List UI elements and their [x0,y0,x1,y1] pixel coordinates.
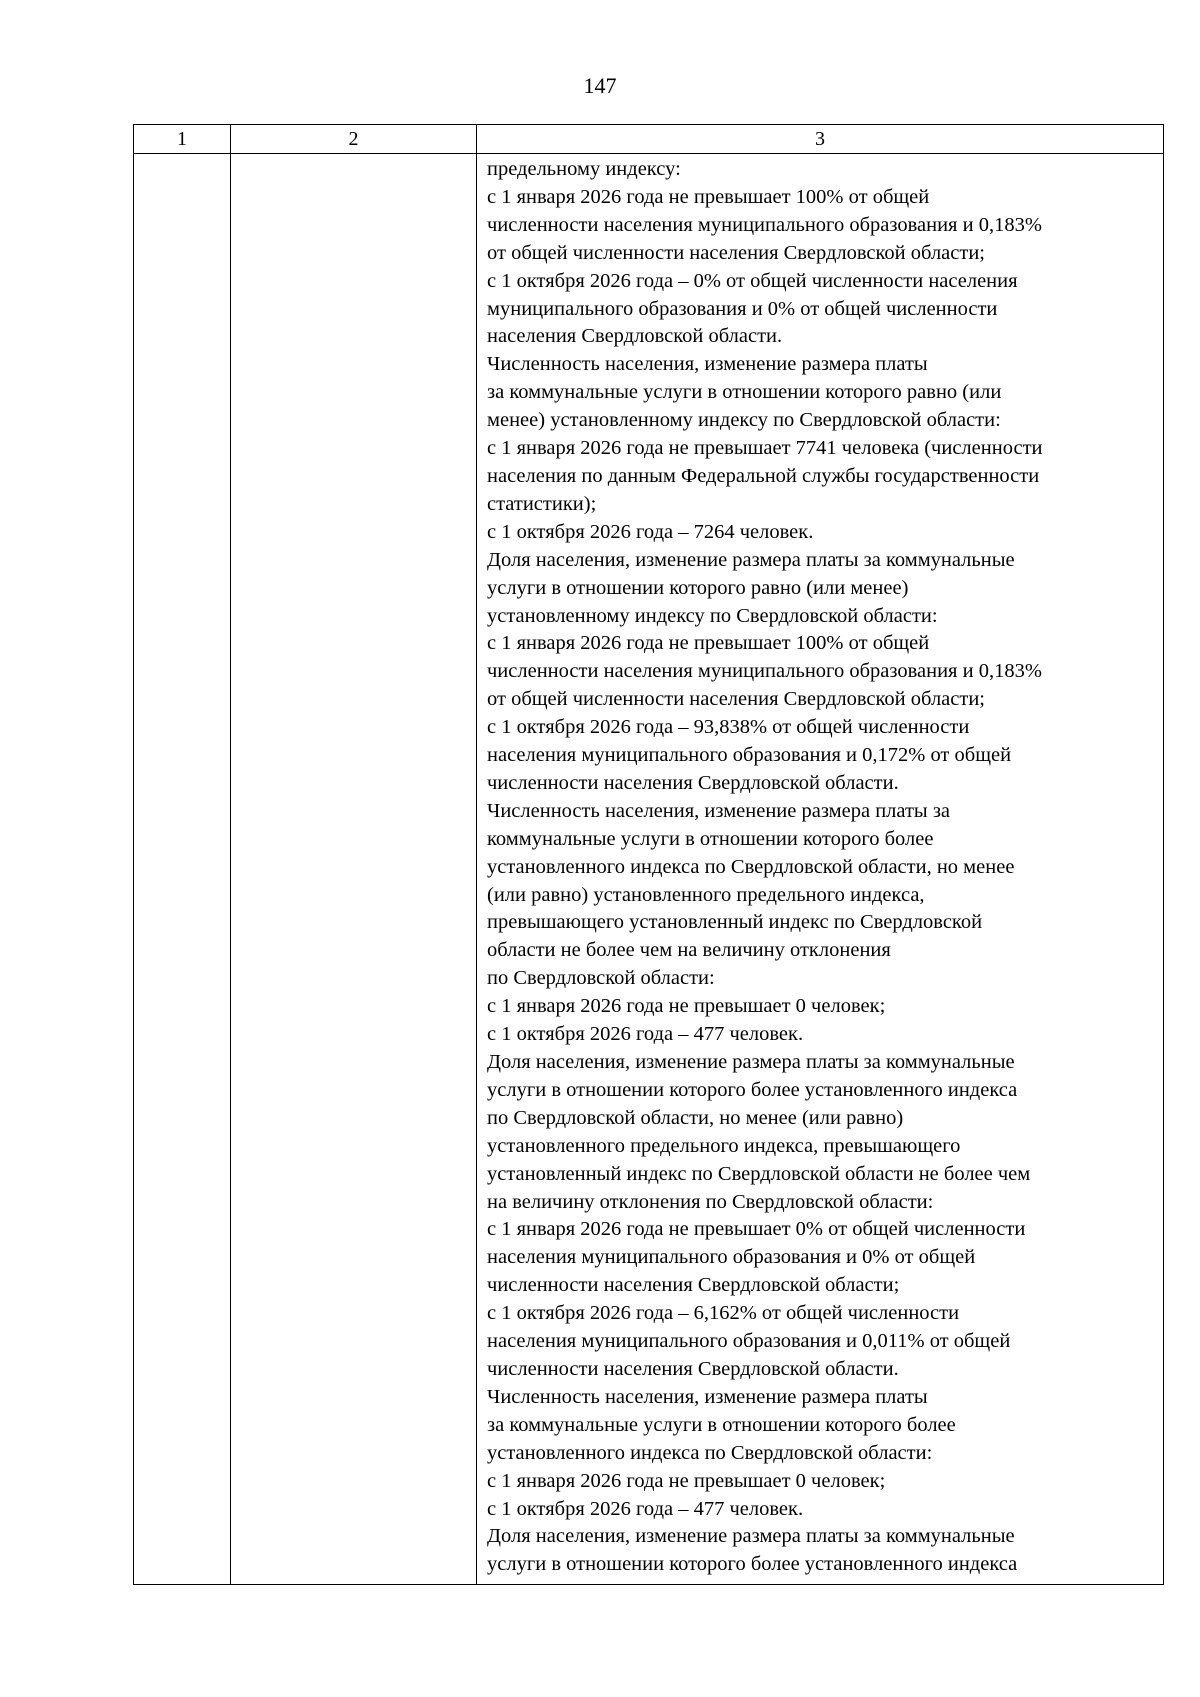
document-table [133,124,1164,1585]
text-line: с 1 октября 2026 года – 7264 человек. [487,520,814,543]
text-line: услуги в отношении которого равно (или менее) [487,576,909,599]
column-header-2: 2 [231,125,477,154]
text-line: статистики); [487,492,597,515]
text-line: населения Свердловской области. [487,325,783,348]
table-header-row [134,125,1164,154]
text-line: Доля населения, изменение размера платы за коммунальные [487,1051,1015,1073]
text-line: предельному индексу: [487,158,681,180]
text-line: от общей численности населения Свердловской области; [487,688,985,711]
text-line: Доля населения, изменение размера платы за коммунальные [487,1525,1015,1548]
text-line: с 1 января 2026 года не превышает 7741 человека (численности [487,437,1043,460]
text-line: с 1 января 2026 года не превышает 100% от общей [487,185,930,208]
text-line: на величину отклонения по Свердловской области: [487,1190,934,1213]
text-line: населения муниципального образования и 0,172% от общей [487,744,1012,767]
text-line: Численность населения, изменение размера платы [487,353,928,376]
cell-col3 [477,154,1164,1585]
text-line: установленного предельного индекса, превышающего [487,1134,961,1157]
text-line: по Свердловской области, но менее (или равно) [487,1106,904,1129]
text-line: численности населения Свердловской области; [487,1274,900,1297]
text-line: с 1 января 2026 года не превышает 0% от общей численности [487,1218,1026,1241]
text-line: по Свердловской области: [487,967,715,990]
text-line: менее) установленному индексу по Свердловской области: [487,409,1001,432]
text-line: численности населения муниципального образования и 0,183% [487,660,1042,683]
text-line: от общей численности населения Свердловской области; [487,241,985,264]
text-line: населения муниципального образования и 0,011% от общей [487,1330,1011,1353]
cell-col1 [134,154,231,1585]
text-line: с 1 января 2026 года не превышает 100% от общей [487,632,930,655]
column-header-3: 3 [477,125,1164,154]
page-number: 147 [583,73,617,98]
table-row [134,154,1164,1585]
text-line: услуги в отношении которого более установленного индекса [487,1078,1018,1101]
text-line: Доля населения, изменение размера платы за коммунальные [487,548,1015,571]
text-line: с 1 января 2026 года не превышает 0 человек; [487,995,886,1018]
text-line: Численность населения, изменение размера платы за [487,799,951,822]
text-line: с 1 октября 2026 года – 93,838% от общей численности [487,716,970,739]
text-line: (или равно) установленного предельного индекса, [487,883,925,906]
column-header-1: 1 [134,125,231,154]
text-line: Численность населения, изменение размера платы [487,1385,928,1408]
text-line: установленного индекса по Свердловской области, но менее [487,855,1015,878]
text-line: установленного индекса по Свердловской области: [487,1441,933,1464]
text-line: населения муниципального образования и 0% от общей [487,1246,976,1269]
text-line: муниципального образования и 0% от общей численности [487,297,998,320]
text-line: с 1 января 2026 года не превышает 0 человек; [487,1469,886,1492]
text-line: установленный индекс по Свердловской области не более чем [487,1162,1031,1185]
text-line: установленному индексу по Свердловской области: [487,604,938,627]
cell-col3-text [477,154,1163,1579]
text-line: за коммунальные услуги в отношении которого более [487,1413,956,1436]
text-line: с 1 октября 2026 года – 477 человек. [487,1023,804,1046]
text-line: превышающего установленный индекс по Свердловской [487,911,983,934]
text-line: численности населения Свердловской области. [487,1357,899,1380]
cell-col2 [231,154,477,1585]
text-line: услуги в отношении которого более установленного индекса [487,1553,1018,1576]
text-line: численности населения муниципального образования и 0,183% [487,213,1042,236]
text-line: с 1 октября 2026 года – 477 человек. [487,1497,804,1520]
text-line: коммунальные услуги в отношении которого более [487,827,934,850]
text-line: численности населения Свердловской области. [487,771,899,794]
text-line: области не более чем на величину отклонения [487,939,891,962]
text-line: с 1 октября 2026 года – 6,162% от общей численности [487,1302,960,1325]
text-line: с 1 октября 2026 года – 0% от общей численности населения [487,269,1018,292]
text-line: за коммунальные услуги в отношении которого равно (или [487,381,1002,404]
text-line: населения по данным Федеральной службы государственности [487,464,1040,487]
